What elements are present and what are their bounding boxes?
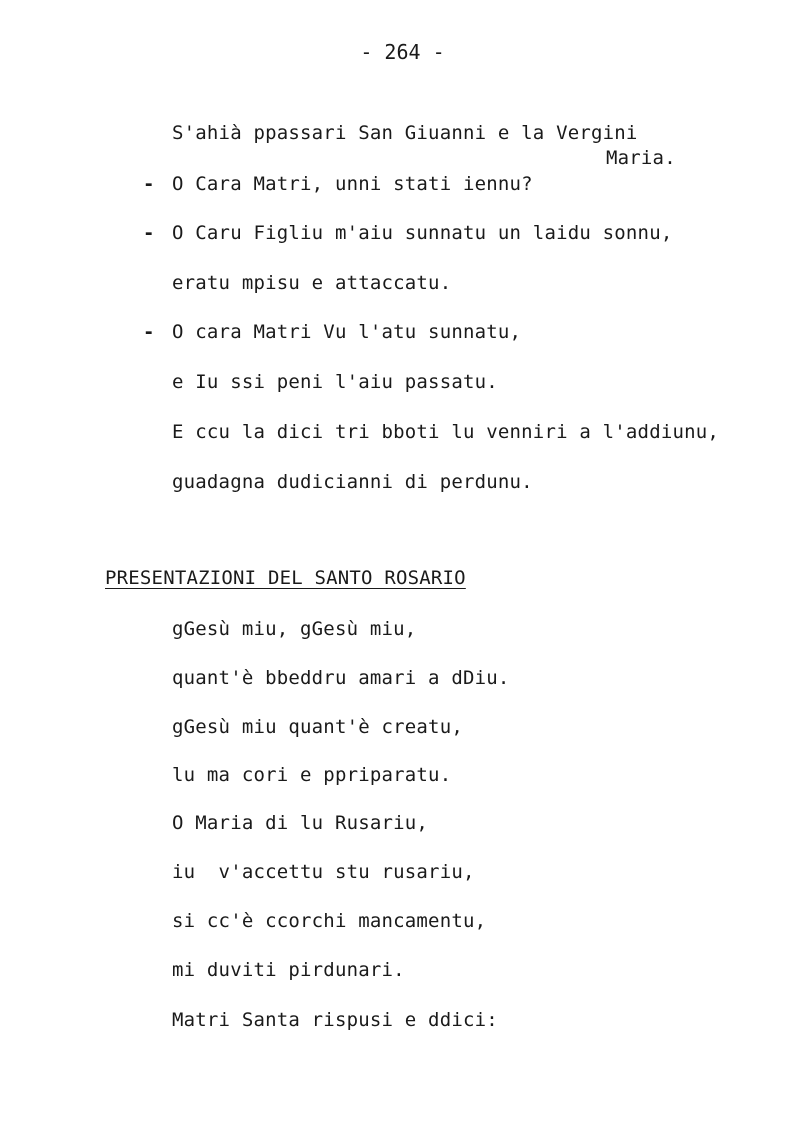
poem-line: O Caru Figliu m'aiu sunnatu un laidu sonnu, [172,222,673,244]
poem-line: mi duviti pirdunari. [172,959,405,981]
poem-line-continuation: Maria. [606,147,676,169]
page-number: - 264 - [360,40,445,64]
poem-line: si cc'è ccorchi mancamentu, [172,910,487,932]
poem-line: guadagna dudicianni di perdunu. [172,471,533,493]
poem-line: S'ahià ppassari San Giuanni e la Vergini [172,122,638,144]
poem-line: Matri Santa rispusi e ddici: [172,1009,498,1031]
poem-line: eratu mpisu e attaccatu. [172,272,452,294]
dialogue-dash: - [143,173,155,195]
poem-line: E ccu la dici tri bboti lu venniri a l'addiunu, [172,421,720,443]
dialogue-dash: - [143,222,155,244]
dialogue-dash: - [143,321,155,343]
poem-line: e Iu ssi peni l'aiu passatu. [172,371,498,393]
section-heading: PRESENTAZIONI DEL SANTO ROSARIO [105,567,466,589]
poem-line: gGesù miu, gGesù miu, [172,618,417,640]
poem-line: O Maria di lu Rusariu, [172,812,429,834]
poem-line: quant'è bbeddru amari a dDiu. [172,667,510,689]
poem-line: gGesù miu quant'è creatu, [172,716,463,738]
poem-line: O cara Matri Vu l'atu sunnatu, [172,321,522,343]
poem-line: iu v'accettu stu rusariu, [172,861,475,883]
poem-line: O Cara Matri, unni stati iennu? [172,173,533,195]
poem-line: lu ma cori e ppriparatu. [172,764,452,786]
